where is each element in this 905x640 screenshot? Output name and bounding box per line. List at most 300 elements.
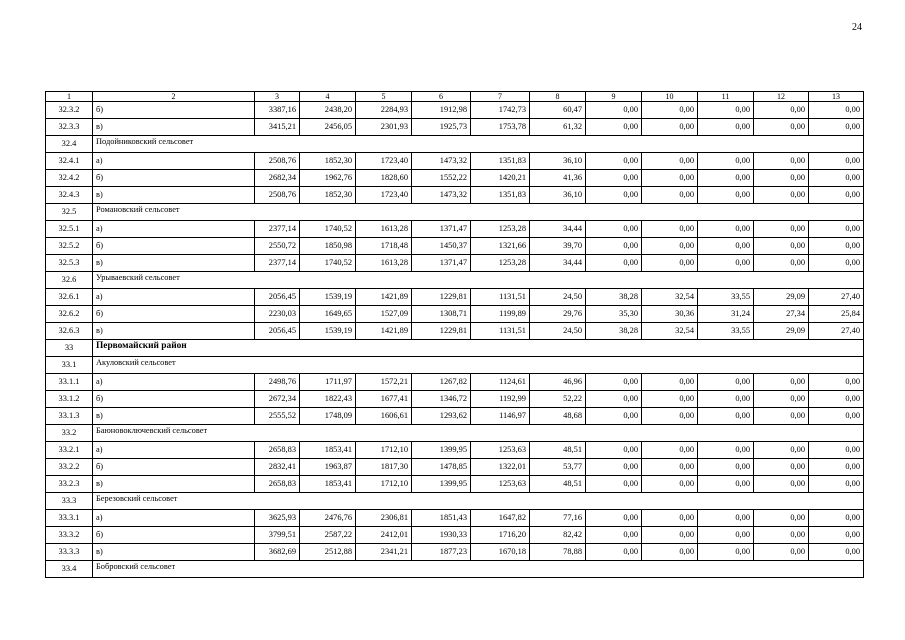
cell-col-13: 0,00 (809, 187, 864, 204)
cell-col-10: 0,00 (642, 391, 698, 408)
cell-col-5: 1828,60 (356, 170, 412, 187)
cell-col-12: 0,00 (754, 527, 809, 544)
cell-col-12: 0,00 (754, 459, 809, 476)
cell-col-12: 29,09 (754, 323, 809, 340)
cell-col-12: 0,00 (754, 102, 809, 119)
cell-col-11: 0,00 (698, 170, 754, 187)
cell-col-7: 1420,21 (471, 170, 530, 187)
column-header-5: 5 (356, 92, 412, 102)
cell-col-10: 0,00 (642, 510, 698, 527)
row-variant-label: а) (93, 221, 255, 238)
cell-col-3: 2672,34 (255, 391, 300, 408)
cell-col-7: 1351,83 (471, 187, 530, 204)
cell-col-9: 0,00 (586, 408, 642, 425)
cell-col-9: 0,00 (586, 119, 642, 136)
cell-col-8: 24,50 (530, 323, 586, 340)
cell-col-7: 1192,99 (471, 391, 530, 408)
cell-col-6: 1308,71 (412, 306, 471, 323)
cell-col-12: 0,00 (754, 170, 809, 187)
cell-col-3: 3415,21 (255, 119, 300, 136)
tariff-table (45, 91, 864, 578)
cell-col-12: 27,34 (754, 306, 809, 323)
cell-col-9: 0,00 (586, 476, 642, 493)
cell-col-9: 0,00 (586, 255, 642, 272)
cell-col-6: 1478,85 (412, 459, 471, 476)
cell-col-5: 2341,21 (356, 544, 412, 561)
cell-col-4: 1711,97 (300, 374, 356, 391)
cell-col-9: 0,00 (586, 102, 642, 119)
cell-col-5: 1606,61 (356, 408, 412, 425)
cell-col-5: 1527,09 (356, 306, 412, 323)
cell-col-3: 2377,14 (255, 255, 300, 272)
page-number: 24 (852, 22, 862, 33)
row-code: 32.5.3 (46, 255, 93, 272)
cell-col-13: 0,00 (809, 170, 864, 187)
cell-col-6: 1930,33 (412, 527, 471, 544)
row-code: 33.2.1 (46, 442, 93, 459)
row-code: 33.1.3 (46, 408, 93, 425)
cell-col-5: 1718,48 (356, 238, 412, 255)
table-row (46, 289, 864, 306)
row-variant-label: в) (93, 544, 255, 561)
row-variant-label: б) (93, 527, 255, 544)
cell-col-10: 0,00 (642, 442, 698, 459)
cell-col-10: 0,00 (642, 102, 698, 119)
cell-col-8: 48,68 (530, 408, 586, 425)
row-code: 32.6.3 (46, 323, 93, 340)
cell-col-5: 1572,21 (356, 374, 412, 391)
cell-col-8: 46,96 (530, 374, 586, 391)
cell-col-13: 27,40 (809, 323, 864, 340)
column-header-3: 3 (255, 92, 300, 102)
cell-col-11: 0,00 (698, 527, 754, 544)
cell-col-3: 2056,45 (255, 289, 300, 306)
row-code: 32.5.1 (46, 221, 93, 238)
cell-col-13: 0,00 (809, 459, 864, 476)
column-header-6: 6 (412, 92, 471, 102)
section-title: Урываевский сельсовет (93, 272, 864, 289)
cell-col-6: 1450,37 (412, 238, 471, 255)
cell-col-10: 0,00 (642, 476, 698, 493)
cell-col-12: 0,00 (754, 476, 809, 493)
cell-col-3: 2508,76 (255, 187, 300, 204)
cell-col-11: 0,00 (698, 187, 754, 204)
cell-col-8: 24,50 (530, 289, 586, 306)
section-title: Романовский сельсовет (93, 204, 864, 221)
cell-col-10: 0,00 (642, 153, 698, 170)
table-row (46, 391, 864, 408)
cell-col-4: 2512,88 (300, 544, 356, 561)
cell-col-7: 1199,89 (471, 306, 530, 323)
cell-col-4: 1649,65 (300, 306, 356, 323)
cell-col-9: 0,00 (586, 374, 642, 391)
section-row (46, 204, 864, 221)
cell-col-7: 1253,63 (471, 476, 530, 493)
table-row (46, 238, 864, 255)
cell-col-13: 0,00 (809, 527, 864, 544)
cell-col-11: 0,00 (698, 255, 754, 272)
table-row (46, 374, 864, 391)
cell-col-11: 0,00 (698, 153, 754, 170)
cell-col-12: 0,00 (754, 119, 809, 136)
cell-col-8: 48,51 (530, 442, 586, 459)
cell-col-11: 0,00 (698, 408, 754, 425)
row-code: 33.1 (46, 357, 93, 374)
cell-col-6: 1229,81 (412, 323, 471, 340)
row-variant-label: в) (93, 187, 255, 204)
cell-col-6: 1399,95 (412, 442, 471, 459)
cell-col-8: 61,32 (530, 119, 586, 136)
table-row (46, 102, 864, 119)
cell-col-4: 2476,76 (300, 510, 356, 527)
cell-col-5: 1817,30 (356, 459, 412, 476)
cell-col-12: 0,00 (754, 255, 809, 272)
cell-col-4: 1852,30 (300, 187, 356, 204)
cell-col-6: 1912,98 (412, 102, 471, 119)
row-code: 33.3 (46, 493, 93, 510)
row-code: 32.4 (46, 136, 93, 153)
cell-col-9: 38,28 (586, 323, 642, 340)
cell-col-3: 2508,76 (255, 153, 300, 170)
cell-col-4: 1822,43 (300, 391, 356, 408)
row-variant-label: б) (93, 238, 255, 255)
cell-col-6: 1371,47 (412, 221, 471, 238)
cell-col-10: 0,00 (642, 238, 698, 255)
cell-col-8: 82,42 (530, 527, 586, 544)
cell-col-4: 1740,52 (300, 221, 356, 238)
table-row (46, 476, 864, 493)
cell-col-4: 1748,09 (300, 408, 356, 425)
cell-col-8: 34,44 (530, 221, 586, 238)
cell-col-7: 1753,78 (471, 119, 530, 136)
cell-col-7: 1351,83 (471, 153, 530, 170)
section-title: Акуловский сельсовет (93, 357, 864, 374)
cell-col-7: 1253,28 (471, 255, 530, 272)
table-row (46, 119, 864, 136)
column-header-10: 10 (642, 92, 698, 102)
section-row (46, 561, 864, 578)
cell-col-9: 38,28 (586, 289, 642, 306)
cell-col-13: 0,00 (809, 153, 864, 170)
cell-col-5: 1421,89 (356, 323, 412, 340)
cell-col-8: 52,22 (530, 391, 586, 408)
cell-col-5: 1421,89 (356, 289, 412, 306)
cell-col-9: 0,00 (586, 238, 642, 255)
cell-col-8: 78,88 (530, 544, 586, 561)
cell-col-3: 2658,83 (255, 476, 300, 493)
column-header-12: 12 (754, 92, 809, 102)
section-title: Подойниковский сельсовет (93, 136, 864, 153)
row-code: 33.4 (46, 561, 93, 578)
district-row (46, 340, 864, 357)
table-row (46, 153, 864, 170)
table-row (46, 170, 864, 187)
cell-col-8: 39,70 (530, 238, 586, 255)
column-header-1: 1 (46, 92, 93, 102)
cell-col-4: 1850,98 (300, 238, 356, 255)
cell-col-11: 0,00 (698, 476, 754, 493)
cell-col-6: 1877,23 (412, 544, 471, 561)
cell-col-3: 3625,93 (255, 510, 300, 527)
table-header-row (46, 92, 864, 102)
cell-col-3: 2658,83 (255, 442, 300, 459)
cell-col-11: 0,00 (698, 442, 754, 459)
row-variant-label: в) (93, 255, 255, 272)
cell-col-10: 0,00 (642, 170, 698, 187)
cell-col-9: 35,30 (586, 306, 642, 323)
row-code: 33.1.1 (46, 374, 93, 391)
cell-col-9: 0,00 (586, 187, 642, 204)
table-row (46, 255, 864, 272)
cell-col-10: 0,00 (642, 459, 698, 476)
cell-col-13: 0,00 (809, 510, 864, 527)
cell-col-10: 0,00 (642, 119, 698, 136)
cell-col-3: 2377,14 (255, 221, 300, 238)
cell-col-9: 0,00 (586, 527, 642, 544)
cell-col-9: 0,00 (586, 442, 642, 459)
row-variant-label: а) (93, 374, 255, 391)
cell-col-11: 0,00 (698, 459, 754, 476)
cell-col-7: 1146,97 (471, 408, 530, 425)
cell-col-6: 1229,81 (412, 289, 471, 306)
cell-col-5: 1723,40 (356, 153, 412, 170)
cell-col-7: 1131,51 (471, 323, 530, 340)
cell-col-3: 2555,52 (255, 408, 300, 425)
cell-col-3: 2550,72 (255, 238, 300, 255)
cell-col-10: 0,00 (642, 255, 698, 272)
row-variant-label: б) (93, 306, 255, 323)
section-row (46, 357, 864, 374)
row-variant-label: в) (93, 408, 255, 425)
row-variant-label: а) (93, 510, 255, 527)
cell-col-3: 2230,03 (255, 306, 300, 323)
cell-col-4: 2456,05 (300, 119, 356, 136)
cell-col-11: 0,00 (698, 374, 754, 391)
cell-col-12: 0,00 (754, 442, 809, 459)
column-header-9: 9 (586, 92, 642, 102)
row-variant-label: б) (93, 459, 255, 476)
cell-col-5: 1723,40 (356, 187, 412, 204)
cell-col-5: 1712,10 (356, 476, 412, 493)
cell-col-11: 0,00 (698, 391, 754, 408)
row-variant-label: а) (93, 153, 255, 170)
cell-col-7: 1321,66 (471, 238, 530, 255)
district-title: Первомайский район (93, 340, 864, 357)
row-code: 32.4.3 (46, 187, 93, 204)
column-header-4: 4 (300, 92, 356, 102)
cell-col-4: 1539,19 (300, 289, 356, 306)
cell-col-8: 29,76 (530, 306, 586, 323)
cell-col-6: 1267,82 (412, 374, 471, 391)
cell-col-11: 31,24 (698, 306, 754, 323)
table-row (46, 510, 864, 527)
cell-col-4: 2438,20 (300, 102, 356, 119)
row-code: 32.4.2 (46, 170, 93, 187)
cell-col-10: 32,54 (642, 323, 698, 340)
table-row (46, 459, 864, 476)
cell-col-7: 1124,61 (471, 374, 530, 391)
cell-col-13: 0,00 (809, 221, 864, 238)
cell-col-13: 0,00 (809, 408, 864, 425)
column-header-7: 7 (471, 92, 530, 102)
cell-col-7: 1253,28 (471, 221, 530, 238)
cell-col-13: 0,00 (809, 238, 864, 255)
cell-col-3: 2056,45 (255, 323, 300, 340)
cell-col-13: 0,00 (809, 544, 864, 561)
cell-col-6: 1371,47 (412, 255, 471, 272)
table-row (46, 187, 864, 204)
section-row (46, 493, 864, 510)
cell-col-12: 0,00 (754, 391, 809, 408)
cell-col-10: 0,00 (642, 221, 698, 238)
column-header-13: 13 (809, 92, 864, 102)
cell-col-7: 1253,63 (471, 442, 530, 459)
cell-col-10: 30,36 (642, 306, 698, 323)
cell-col-8: 48,51 (530, 476, 586, 493)
cell-col-13: 0,00 (809, 391, 864, 408)
cell-col-11: 33,55 (698, 323, 754, 340)
row-code: 33.2.3 (46, 476, 93, 493)
cell-col-4: 1740,52 (300, 255, 356, 272)
table-row (46, 323, 864, 340)
row-variant-label: в) (93, 323, 255, 340)
column-header-11: 11 (698, 92, 754, 102)
row-variant-label: б) (93, 170, 255, 187)
row-code: 32.6 (46, 272, 93, 289)
section-title: Березовский сельсовет (93, 493, 864, 510)
cell-col-12: 29,09 (754, 289, 809, 306)
row-code: 32.3.3 (46, 119, 93, 136)
row-variant-label: в) (93, 119, 255, 136)
cell-col-3: 2832,41 (255, 459, 300, 476)
row-code: 32.5 (46, 204, 93, 221)
cell-col-9: 0,00 (586, 153, 642, 170)
section-title: Баюновоключевский сельсовет (93, 425, 864, 442)
cell-col-12: 0,00 (754, 238, 809, 255)
cell-col-8: 77,16 (530, 510, 586, 527)
cell-col-8: 53,77 (530, 459, 586, 476)
row-code: 33.3.2 (46, 527, 93, 544)
cell-col-12: 0,00 (754, 221, 809, 238)
cell-col-9: 0,00 (586, 170, 642, 187)
cell-col-4: 2587,22 (300, 527, 356, 544)
cell-col-8: 36,10 (530, 153, 586, 170)
cell-col-10: 0,00 (642, 374, 698, 391)
row-code: 33 (46, 340, 93, 357)
cell-col-8: 34,44 (530, 255, 586, 272)
cell-col-12: 0,00 (754, 187, 809, 204)
row-code: 33.3.3 (46, 544, 93, 561)
cell-col-4: 1853,41 (300, 442, 356, 459)
cell-col-7: 1716,20 (471, 527, 530, 544)
section-title: Бобровский сельсовет (93, 561, 864, 578)
cell-col-11: 0,00 (698, 119, 754, 136)
row-code: 32.5.2 (46, 238, 93, 255)
table-row (46, 408, 864, 425)
row-code: 32.3.2 (46, 102, 93, 119)
cell-col-7: 1742,73 (471, 102, 530, 119)
cell-col-13: 0,00 (809, 442, 864, 459)
cell-col-6: 1851,43 (412, 510, 471, 527)
cell-col-9: 0,00 (586, 391, 642, 408)
cell-col-11: 33,55 (698, 289, 754, 306)
cell-col-11: 0,00 (698, 238, 754, 255)
cell-col-6: 1473,32 (412, 153, 471, 170)
cell-col-10: 0,00 (642, 408, 698, 425)
cell-col-10: 0,00 (642, 527, 698, 544)
row-variant-label: а) (93, 442, 255, 459)
column-header-8: 8 (530, 92, 586, 102)
cell-col-13: 0,00 (809, 476, 864, 493)
cell-col-4: 1963,87 (300, 459, 356, 476)
cell-col-8: 36,10 (530, 187, 586, 204)
cell-col-12: 0,00 (754, 374, 809, 391)
cell-col-4: 1853,41 (300, 476, 356, 493)
row-code: 33.3.1 (46, 510, 93, 527)
table-body (46, 92, 864, 578)
row-code: 33.2 (46, 425, 93, 442)
cell-col-9: 0,00 (586, 459, 642, 476)
row-code: 33.2.2 (46, 459, 93, 476)
cell-col-5: 1613,28 (356, 221, 412, 238)
cell-col-10: 0,00 (642, 544, 698, 561)
cell-col-3: 2682,34 (255, 170, 300, 187)
cell-col-4: 1852,30 (300, 153, 356, 170)
row-code: 32.6.2 (46, 306, 93, 323)
cell-col-5: 2301,93 (356, 119, 412, 136)
cell-col-11: 0,00 (698, 510, 754, 527)
cell-col-11: 0,00 (698, 102, 754, 119)
cell-col-3: 3387,16 (255, 102, 300, 119)
column-header-2: 2 (93, 92, 255, 102)
cell-col-6: 1293,62 (412, 408, 471, 425)
cell-col-10: 32,54 (642, 289, 698, 306)
cell-col-5: 1613,28 (356, 255, 412, 272)
table-row (46, 527, 864, 544)
cell-col-7: 1131,51 (471, 289, 530, 306)
row-code: 33.1.2 (46, 391, 93, 408)
cell-col-12: 0,00 (754, 408, 809, 425)
cell-col-11: 0,00 (698, 221, 754, 238)
cell-col-5: 1712,10 (356, 442, 412, 459)
cell-col-13: 27,40 (809, 289, 864, 306)
cell-col-12: 0,00 (754, 153, 809, 170)
section-row (46, 425, 864, 442)
cell-col-7: 1670,18 (471, 544, 530, 561)
cell-col-9: 0,00 (586, 544, 642, 561)
cell-col-7: 1322,01 (471, 459, 530, 476)
cell-col-6: 1552,22 (412, 170, 471, 187)
row-code: 32.6.1 (46, 289, 93, 306)
cell-col-6: 1399,95 (412, 476, 471, 493)
cell-col-5: 2306,81 (356, 510, 412, 527)
cell-col-5: 2412,01 (356, 527, 412, 544)
cell-col-6: 1473,32 (412, 187, 471, 204)
cell-col-13: 0,00 (809, 255, 864, 272)
cell-col-10: 0,00 (642, 187, 698, 204)
cell-col-13: 0,00 (809, 119, 864, 136)
section-row (46, 272, 864, 289)
cell-col-8: 60,47 (530, 102, 586, 119)
cell-col-6: 1346,72 (412, 391, 471, 408)
cell-col-7: 1647,82 (471, 510, 530, 527)
cell-col-3: 2498,76 (255, 374, 300, 391)
row-code: 32.4.1 (46, 153, 93, 170)
cell-col-11: 0,00 (698, 544, 754, 561)
cell-col-13: 0,00 (809, 102, 864, 119)
row-variant-label: б) (93, 391, 255, 408)
cell-col-13: 25,84 (809, 306, 864, 323)
